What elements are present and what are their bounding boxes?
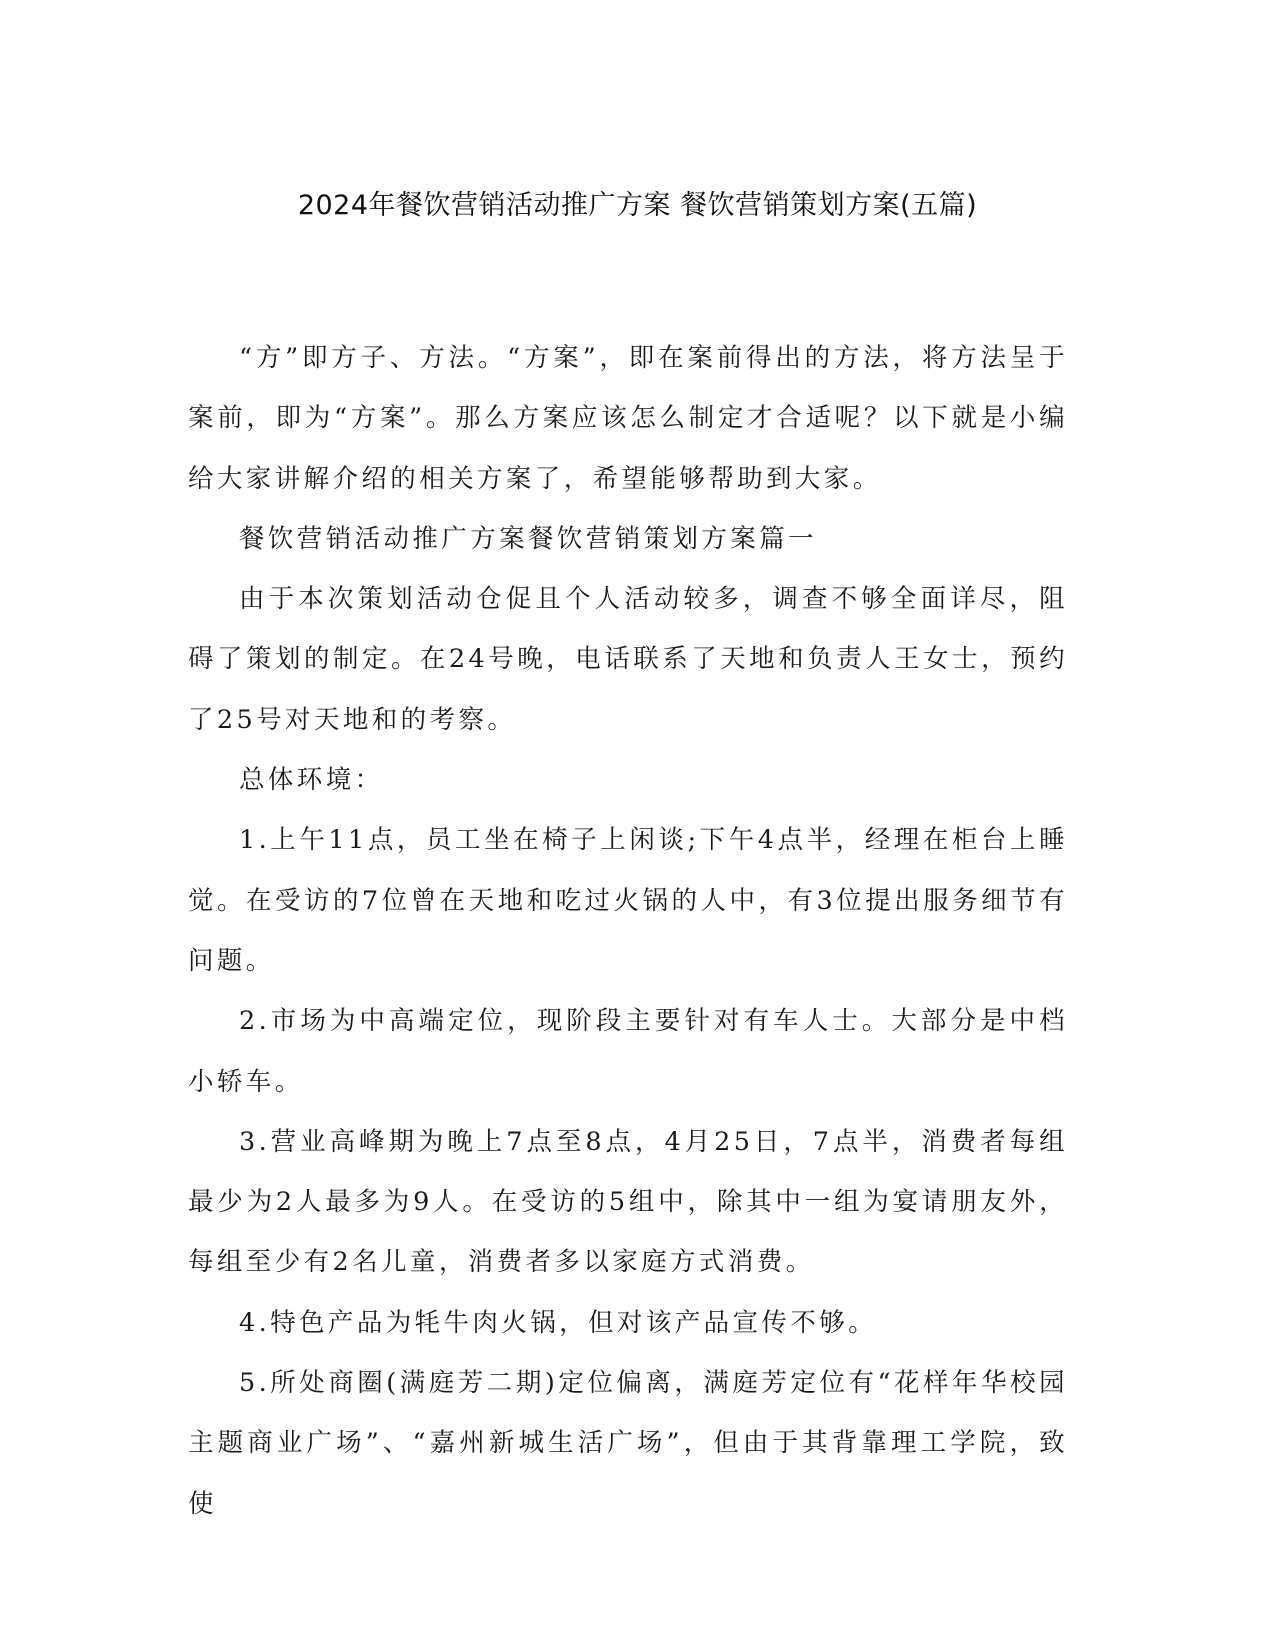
list-item: 4.特色产品为牦牛肉火锅，但对该产品宣传不够。: [239, 1307, 878, 1338]
intro-paragraph: “方”即方子、方法。“方案”，即在案前得出的方法，将方法呈于案前，即为“方案”。那么方案应该怎么制定才合适呢？以下就是小编给大家讲解介绍的相关方案了，希望能够帮助到大家。: [188, 343, 1068, 494]
body-paragraph: 由于本次策划活动仓促且个人活动较多，调查不够全面详尽，阻碍了策划的制定。在24号晚，电话联系了天地和负责人王女士，预约了25号对天地和的考察。: [188, 584, 1068, 735]
list-item: 3.营业高峰期为晚上7点至8点，4月25日，7点半，消费者每组最少为2人最多为9人。在受访的5组中，除其中一组为宴请朋友外，每组至少有2名儿童，消费者多以家庭方式消费。: [188, 1126, 1068, 1278]
document-body: [188, 328, 1068, 1534]
list-item: 5.所处商圈(满庭芳二期)定位偏离，满庭芳定位有“花样年华校园主题商业广场”、“嘉州新城生活广场”，但由于其背靠理工学院，致使: [188, 1368, 1068, 1519]
subsection-heading: 总体环境：: [239, 765, 384, 796]
document-title: 2024年餐饮营销活动推广方案 餐饮营销策划方案(五篇): [297, 190, 978, 221]
section-heading: 餐饮营销活动推广方案餐饮营销策划方案篇一: [239, 523, 818, 554]
list-item: 2.市场为中高端定位，现阶段主要针对有车人士。大部分是中档小轿车。: [188, 1006, 1068, 1097]
list-item: 1.上午11点，员工坐在椅子上闲谈;下午4点半，经理在柜台上睡觉。在受访的7位曾在天地和吃过火锅的人中，有3位提出服务细节有问题。: [188, 825, 1068, 976]
